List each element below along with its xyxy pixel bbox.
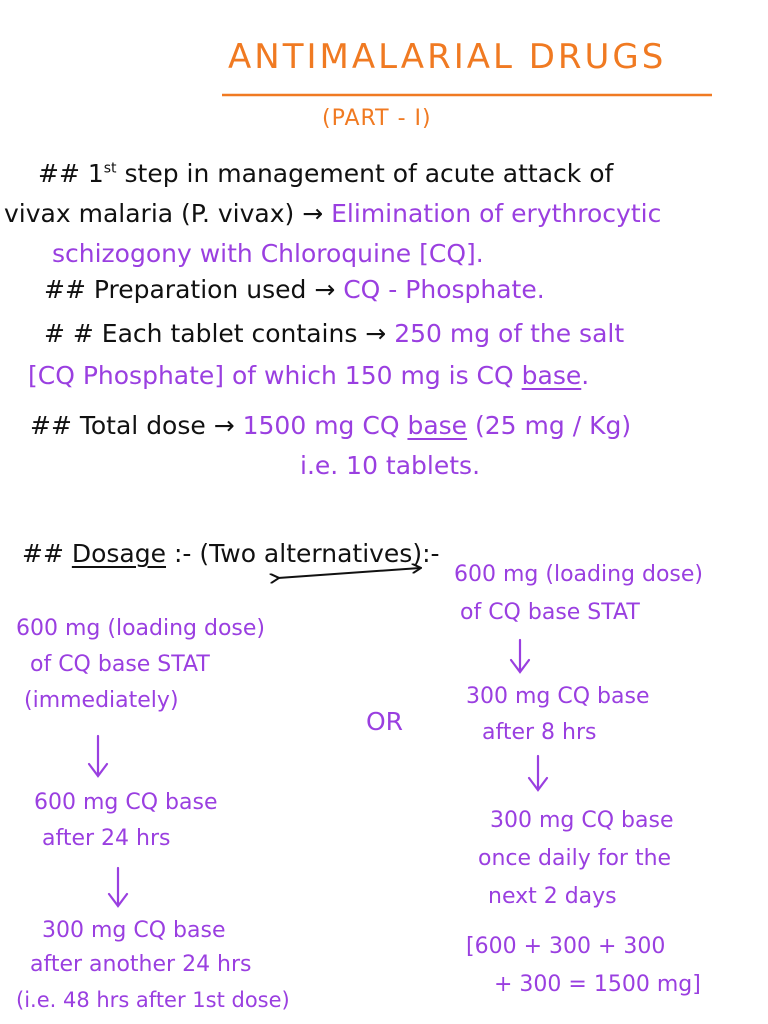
dosage-label: Dosage: [71, 539, 166, 568]
right-sum-line2: + 300 = 1500 mg]: [494, 972, 701, 997]
right-step2-line1: 300 mg CQ base: [466, 684, 650, 709]
note1-text-a: step in management of acute attack of: [124, 159, 614, 188]
right-step3-line3: next 2 days: [488, 884, 617, 909]
note4-value-post: (25 mg / Kg): [475, 411, 632, 440]
right-step1-line1: 600 mg (loading dose): [454, 562, 703, 587]
left-step2-line1: 600 mg CQ base: [34, 790, 218, 815]
double-headed-arrow-icon: [278, 568, 420, 578]
note2-label: Preparation used: [93, 275, 307, 304]
note4-base: base: [407, 411, 468, 440]
right-sum-line1: [600 + 300 + 300: [466, 934, 666, 959]
note3-value-a: 250 mg of the salt: [394, 319, 625, 348]
note3-label: Each tablet contains: [101, 319, 358, 348]
note4-label: Total dose: [79, 411, 206, 440]
note1-line3: schizogony with Chloroquine [CQ].: [52, 239, 484, 268]
note1-text-c: Elimination of erythrocytic: [331, 199, 662, 228]
right-down-arrow-1-icon: [511, 640, 529, 672]
left-step3-line2: after another 24 hrs: [30, 952, 252, 977]
note3-hash: # #: [44, 319, 94, 348]
note2-hash: ##: [44, 275, 86, 304]
dosage-colon: :-: [173, 539, 192, 568]
or-label: OR: [366, 707, 404, 736]
dosage-note: (Two alternatives):-: [199, 539, 440, 568]
note1-text-b: vivax malaria (P. vivax): [4, 199, 295, 228]
page-title: ANTIMALARIAL DRUGS: [228, 37, 667, 77]
note4-line2: i.e. 10 tablets.: [300, 451, 481, 480]
note3-base: base: [521, 361, 582, 390]
note2-value: CQ - Phosphate.: [343, 275, 545, 304]
note1-ordinal-suffix: st: [103, 160, 117, 177]
left-step2-line2: after 24 hrs: [42, 826, 171, 851]
note1-hash: ##: [38, 159, 80, 188]
dosage-hash: ##: [22, 539, 64, 568]
left-step1-line1: 600 mg (loading dose): [16, 616, 265, 641]
note4-arrow-icon: →: [213, 411, 235, 440]
left-step1-line2: of CQ base STAT: [30, 652, 210, 677]
note2-arrow-icon: →: [314, 275, 336, 304]
note3-value-b: [CQ Phosphate] of which 150 mg is CQ: [28, 361, 514, 390]
page-subtitle: (PART - I): [322, 106, 432, 131]
left-down-arrow-2-icon: [109, 868, 127, 906]
note3-end: .: [581, 361, 590, 390]
note1-ordinal: 1: [87, 159, 104, 188]
left-step3-line1: 300 mg CQ base: [42, 918, 226, 943]
left-step3-line3: (i.e. 48 hrs after 1st dose): [16, 988, 290, 1012]
left-down-arrow-1-icon: [89, 736, 107, 776]
note1-arrow-icon: →: [302, 199, 324, 228]
right-step3-line2: once daily for the: [478, 846, 672, 871]
right-step3-line1: 300 mg CQ base: [490, 808, 674, 833]
left-step1-line3: (immediately): [24, 688, 179, 713]
right-down-arrow-2-icon: [529, 756, 547, 790]
right-step1-line2: of CQ base STAT: [460, 600, 640, 625]
note3-arrow-icon: →: [365, 319, 387, 348]
note4-hash: ##: [30, 411, 72, 440]
right-step2-line2: after 8 hrs: [482, 720, 597, 745]
note4-value: 1500 mg CQ: [242, 411, 400, 440]
